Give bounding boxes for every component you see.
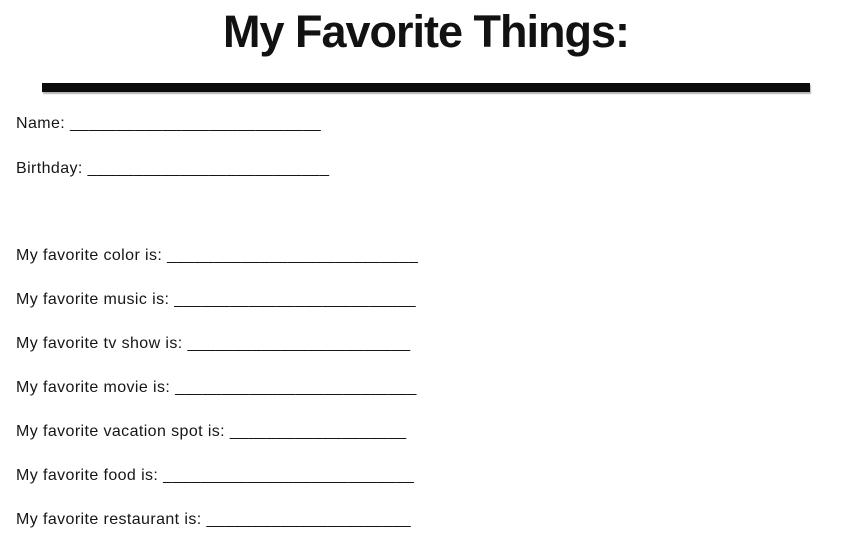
- form-body: [16, 113, 852, 531]
- field-row-favorite-movie: [16, 377, 852, 399]
- favorite-movie-fill-in-blank: __________________________: [175, 379, 417, 396]
- favorite-restaurant-fill-in-blank: ______________________: [206, 511, 412, 528]
- field-row-birthday: [16, 158, 852, 180]
- favorite-food-fill-in-blank: ___________________________: [163, 467, 415, 484]
- field-row-name: [16, 113, 852, 135]
- field-row-favorite-color: [16, 245, 852, 267]
- page-title: My Favorite Things:: [222, 6, 630, 57]
- favorite-restaurant-label: My favorite restaurant is:: [16, 511, 202, 528]
- favorite-color-label: My favorite color is:: [16, 247, 163, 264]
- favorite-movie-label: My favorite movie is:: [16, 379, 171, 396]
- favorite-vacation-spot-fill-in-blank: ___________________: [229, 423, 407, 440]
- favorite-tv-show-fill-in-blank: ________________________: [187, 335, 411, 352]
- favorite-music-label: My favorite music is:: [16, 291, 170, 308]
- birthday-fill-in-blank: __________________________: [87, 160, 330, 177]
- name-fill-in-blank: ___________________________: [69, 115, 322, 132]
- field-row-favorite-tv-show: [16, 333, 852, 355]
- field-row-favorite-vacation-spot: [16, 421, 852, 443]
- favorite-tv-show-label: My favorite tv show is:: [16, 335, 183, 352]
- field-row-favorite-food: [16, 465, 852, 487]
- birthday-label: Birthday:: [16, 160, 83, 177]
- title-divider: [42, 83, 810, 92]
- name-label: Name:: [16, 115, 66, 132]
- favorite-music-fill-in-blank: __________________________: [174, 291, 416, 308]
- field-row-favorite-restaurant: [16, 509, 852, 531]
- field-row-favorite-music: [16, 289, 852, 311]
- favorite-color-fill-in-blank: ___________________________: [167, 247, 419, 264]
- favorite-food-label: My favorite food is:: [16, 467, 159, 484]
- favorite-vacation-spot-label: My favorite vacation spot is:: [16, 423, 226, 440]
